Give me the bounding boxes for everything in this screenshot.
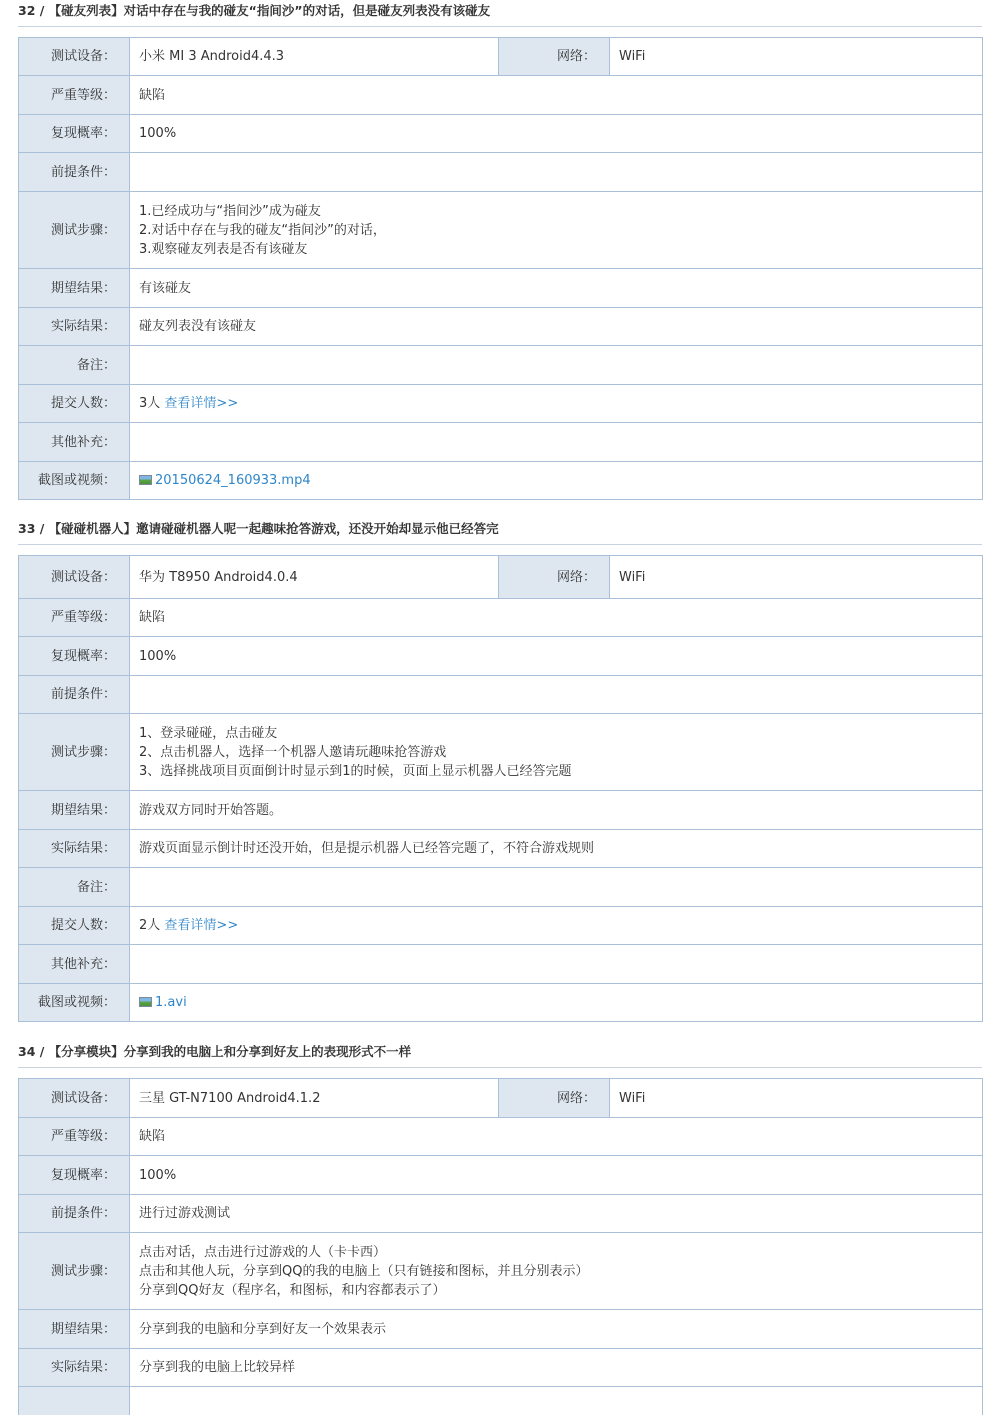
bug-title: 33 / 【碰碰机器人】邀请碰碰机器人呢一起趣味抢答游戏，还没开始却显示他已经答完 xyxy=(18,518,982,545)
view-details-link[interactable]: 查看详情>> xyxy=(164,918,239,933)
step-line: 点击和其他人玩，分享到QQ的我的电脑上（只有链接和图标，并且分别表示） xyxy=(139,1263,589,1279)
row-remark xyxy=(19,868,983,907)
reproduce-rate-label: 复现概率： xyxy=(19,1156,130,1195)
other-value xyxy=(130,945,983,984)
actual-label: 实际结果： xyxy=(19,308,130,346)
attachment-link[interactable]: 1.avi xyxy=(155,995,187,1010)
row-reproduce-rate xyxy=(19,637,983,676)
submitters-value xyxy=(130,907,983,945)
row-steps xyxy=(19,192,983,269)
expected-label: 期望结果： xyxy=(19,269,130,308)
severity-value: 缺陷 xyxy=(130,76,983,115)
row-precondition xyxy=(19,153,983,192)
row-steps xyxy=(19,714,983,791)
steps-value xyxy=(130,1233,983,1310)
precondition-label: 前提条件： xyxy=(19,153,130,192)
step-line: 3、选择挑战项目页面倒计时显示到1的时候，页面上显示机器人已经答完题 xyxy=(139,763,572,779)
step-line: 1、登录碰碰，点击碰友 xyxy=(139,725,278,741)
network-label: 网络： xyxy=(499,1079,610,1118)
attachment-label: 截图或视频： xyxy=(19,462,130,500)
expected-value: 分享到我的电脑和分享到好友一个效果表示 xyxy=(130,1310,983,1349)
bug-detail-table xyxy=(18,37,983,500)
step-line: 2、点击机器人，选择一个机器人邀请玩趣味抢答游戏 xyxy=(139,744,447,760)
device-label: 测试设备： xyxy=(19,38,130,76)
row-other xyxy=(19,945,983,984)
steps-label: 测试步骤： xyxy=(19,192,130,269)
remark-value xyxy=(130,868,983,907)
row-severity xyxy=(19,599,983,637)
network-label: 网络： xyxy=(499,556,610,599)
row-expected xyxy=(19,269,983,308)
precondition-value xyxy=(130,676,983,714)
severity-label: 严重等级： xyxy=(19,599,130,637)
device-value: 小米 MI 3 Android4.4.3 xyxy=(130,38,499,76)
step-line: 点击对话，点击进行过游戏的人（卡卡西） xyxy=(139,1244,387,1260)
row-severity xyxy=(19,76,983,115)
row-actual xyxy=(19,308,983,346)
expected-label: 期望结果： xyxy=(19,1310,130,1349)
network-value: WiFi xyxy=(610,556,983,599)
row-actual xyxy=(19,830,983,868)
reproduce-rate-value: 100% xyxy=(130,637,983,676)
remark-value xyxy=(130,346,983,385)
severity-value: 缺陷 xyxy=(130,599,983,637)
bug-title: 32 / 【碰友列表】对话中存在与我的碰友“指间沙”的对话，但是碰友列表没有该碰友 xyxy=(18,0,982,27)
image-file-icon xyxy=(139,475,152,485)
row-reproduce-rate xyxy=(19,1156,983,1195)
submitters-label: 提交人数： xyxy=(19,907,130,945)
steps-label: 测试步骤： xyxy=(19,1233,130,1310)
row-expected xyxy=(19,791,983,830)
cut-off-value xyxy=(130,1387,983,1415)
steps-value xyxy=(130,714,983,791)
actual-label: 实际结果： xyxy=(19,1349,130,1387)
row-device xyxy=(19,1079,983,1118)
precondition-value: 进行过游戏测试 xyxy=(130,1195,983,1233)
row-remark xyxy=(19,346,983,385)
row-severity xyxy=(19,1118,983,1156)
row-attachment xyxy=(19,984,983,1022)
row-steps xyxy=(19,1233,983,1310)
reproduce-rate-value: 100% xyxy=(130,115,983,153)
step-line: 分享到QQ好友（程序名，和图标，和内容都表示了） xyxy=(139,1282,446,1298)
cut-off-label xyxy=(19,1387,130,1415)
other-label: 其他补充： xyxy=(19,423,130,462)
remark-label: 备注： xyxy=(19,868,130,907)
steps-label: 测试步骤： xyxy=(19,714,130,791)
device-value: 华为 T8950 Android4.0.4 xyxy=(130,556,499,599)
other-value xyxy=(130,423,983,462)
expected-value: 有该碰友 xyxy=(130,269,983,308)
actual-value: 游戏页面显示倒计时还没开始，但是提示机器人已经答完题了，不符合游戏规则 xyxy=(130,830,983,868)
bug-detail-table xyxy=(18,555,983,1022)
precondition-label: 前提条件： xyxy=(19,676,130,714)
attachment-value xyxy=(130,984,983,1022)
row-submitters xyxy=(19,907,983,945)
severity-label: 严重等级： xyxy=(19,1118,130,1156)
other-label: 其他补充： xyxy=(19,945,130,984)
steps-value xyxy=(130,192,983,269)
submitters-count: 2人 xyxy=(139,918,161,933)
severity-value: 缺陷 xyxy=(130,1118,983,1156)
device-value: 三星 GT-N7100 Android4.1.2 xyxy=(130,1079,499,1118)
reproduce-rate-label: 复现概率： xyxy=(19,115,130,153)
severity-label: 严重等级： xyxy=(19,76,130,115)
row-attachment xyxy=(19,462,983,500)
row-actual xyxy=(19,1349,983,1387)
row-submitters xyxy=(19,385,983,423)
reproduce-rate-value: 100% xyxy=(130,1156,983,1195)
submitters-value xyxy=(130,385,983,423)
step-line: 2.对话中存在与我的碰友“指间沙”的对话， xyxy=(139,222,386,238)
attachment-link[interactable]: 20150624_160933.mp4 xyxy=(155,473,311,488)
step-line: 3.观察碰友列表是否有该碰友 xyxy=(139,241,308,257)
device-label: 测试设备： xyxy=(19,1079,130,1118)
step-line: 1.已经成功与“指间沙”成为碰友 xyxy=(139,203,321,219)
row-device xyxy=(19,38,983,76)
bug-detail-table xyxy=(18,1078,983,1415)
network-value: WiFi xyxy=(610,38,983,76)
image-file-icon xyxy=(139,997,152,1007)
submitters-count: 3人 xyxy=(139,396,161,411)
row-reproduce-rate xyxy=(19,115,983,153)
actual-value: 分享到我的电脑上比较异样 xyxy=(130,1349,983,1387)
precondition-label: 前提条件： xyxy=(19,1195,130,1233)
expected-label: 期望结果： xyxy=(19,791,130,830)
row-precondition xyxy=(19,1195,983,1233)
reproduce-rate-label: 复现概率： xyxy=(19,637,130,676)
device-label: 测试设备： xyxy=(19,556,130,599)
row-other xyxy=(19,423,983,462)
bug-title: 34 / 【分享模块】分享到我的电脑上和分享到好友上的表现形式不一样 xyxy=(18,1041,982,1068)
network-label: 网络： xyxy=(499,38,610,76)
row-precondition xyxy=(19,676,983,714)
actual-label: 实际结果： xyxy=(19,830,130,868)
expected-value: 游戏双方同时开始答题。 xyxy=(130,791,983,830)
submitters-label: 提交人数： xyxy=(19,385,130,423)
network-value: WiFi xyxy=(610,1079,983,1118)
precondition-value xyxy=(130,153,983,192)
view-details-link[interactable]: 查看详情>> xyxy=(164,396,239,411)
attachment-value xyxy=(130,462,983,500)
row-device xyxy=(19,556,983,599)
attachment-label: 截图或视频： xyxy=(19,984,130,1022)
row-cut-off xyxy=(19,1387,983,1415)
remark-label: 备注： xyxy=(19,346,130,385)
row-expected xyxy=(19,1310,983,1349)
actual-value: 碰友列表没有该碰友 xyxy=(130,308,983,346)
